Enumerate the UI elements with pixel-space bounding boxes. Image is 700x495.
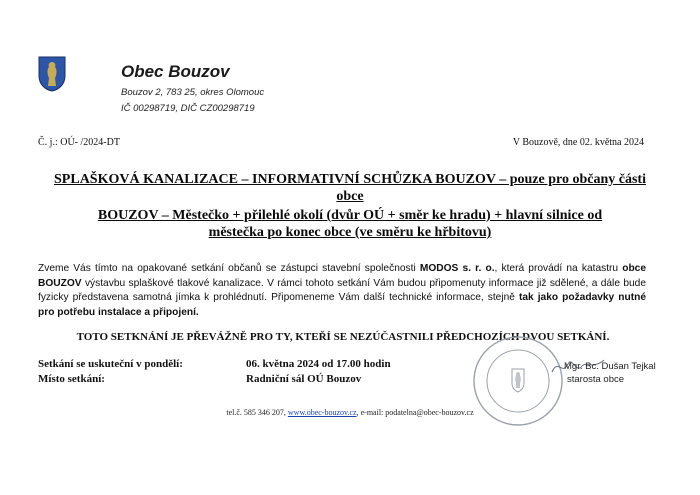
meeting-date-value: 06. května 2024 od 17.00 hodin <box>246 358 391 370</box>
title-line-1: SPLAŠKOVÁ KANALIZACE – INFORMATIVNÍ SCHŮZKA BOUZOV – pouze pro občany části <box>54 172 646 187</box>
notice-text: TOTO SETKNÁNÍ JE PŘEVÁŽNĚ PRO TY, KTEŘÍ SE NEZÚČASTNILI PŘEDCHOZÍCH DVOU SETKÁNÍ. <box>76 331 610 343</box>
website-link[interactable]: www.obec-bouzov.cz <box>287 408 357 417</box>
place-date: V Bouzově, dne 02. května 2024 <box>512 137 644 148</box>
meeting-date-label: Setkání se uskuteční v pondělí: <box>38 358 183 370</box>
invitation-paragraph <box>38 262 646 320</box>
signatory-name: Mgr. Bc. Dušan Tejkal <box>564 361 656 372</box>
para-text-1: Zveme Vás tímto na opakované setkání občanů se zástupci stavební společnosti <box>38 263 420 274</box>
signatory-role: starosta obce <box>567 374 625 385</box>
para-text-2: , která provádí na katastru <box>494 263 623 274</box>
title-line-3: BOUZOV – Městečko + přilehlé okolí (dvůr OÚ + směr ke hradu) + hlavní silnice od <box>97 208 603 223</box>
municipality-name: obce BOUZOV <box>38 263 647 289</box>
contact-footer <box>0 408 700 417</box>
org-ids: IČ 00298719, DIČ CZ00298719 <box>121 103 255 114</box>
title-line-2: obce <box>336 189 364 204</box>
meeting-place-value: Radniční sál OÚ Bouzov <box>246 373 362 385</box>
org-name: Obec Bouzov <box>121 62 230 81</box>
company-name: MODOS s. r. o. <box>419 263 495 274</box>
title-line-4: městečka po konec obce (ve směru ke hřbitovu) <box>208 225 492 240</box>
footer-phone: tel.č. 585 346 207, <box>226 408 288 417</box>
reference-number: Č. j.: OÚ- /2024-DT <box>38 137 120 148</box>
meeting-place-label: Místo setkání: <box>38 373 105 385</box>
para-text-3: výstavbu splaškové tlakové kanalizace. V rámci tohoto setkání Vám budou připomenuty informace již sdělené, a dále bude fyzicky představena samotná jímka k prohlédnutí. Připomeneme Vám další technické informace, stejně <box>38 277 646 303</box>
requirements-text: tak jako požadavky nutné pro potřebu instalace a připojení. <box>38 292 646 318</box>
org-address: Bouzov 2, 783 25, okres Olomouc <box>121 87 265 98</box>
coat-of-arms-logo <box>38 56 66 92</box>
footer-email: , e-mail: podatelna@obec-bouzov.cz <box>356 408 474 417</box>
